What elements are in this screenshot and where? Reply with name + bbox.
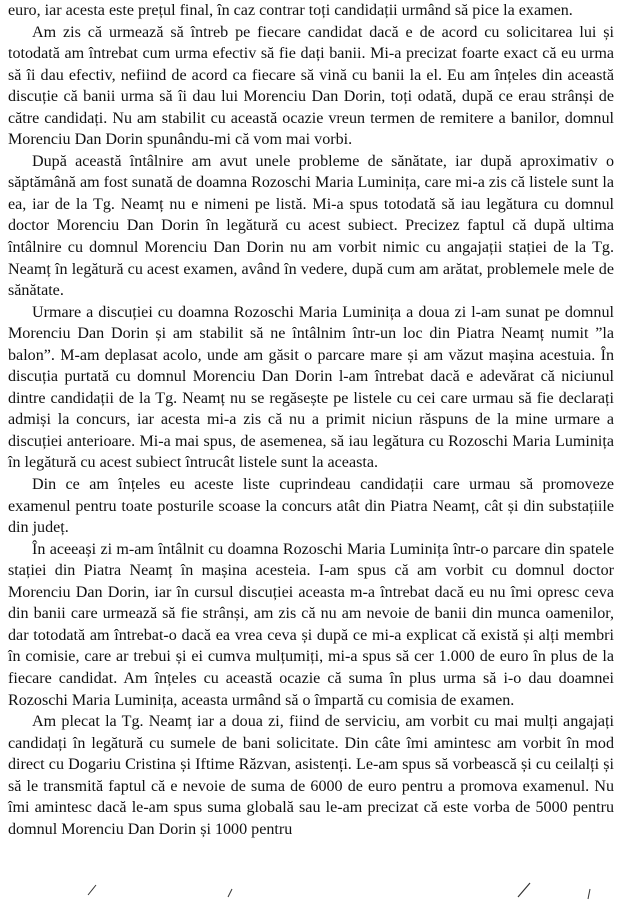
paragraph-3: După această întâlnire am avut unele probleme de sănătate, iar după aproximativ o săptămână am fost sunată de doamna Rozoschi Maria Luminița, care mi-a zis că listele sunt la ea, iar de la Tg. Neamț nu e nimeni pe listă. Mi-a spus totodată să iau legătura cu domnul doctor Morenciu Dan Dorin în legătură cu acest subiect. Precizez faptul că după ultima întâlnire cu domnul Morenciu Dan Dorin nu am vorbit nimic cu angajații stației de la Tg. Neamț în legătură cu acest examen, având în vedere, după cum am arătat, problemele mele de sănătate.	[8, 152, 614, 300]
handwriting-marks	[0, 881, 622, 901]
paragraph-2: Am zis că urmează să întreb pe fiecare candidat dacă e de acord cu solicitarea lui și totodată am întrebat cum urma efectiv să fie dați banii. Mi-a precizat foarte exact că eu urma să îi dau efectiv, nefiind de acord ca fiecare să vină cu banii la el. Eu am înțeles din această discuție că banii urma să îi dau lui Morenciu Dan Dorin, toți odată, după ce erau strânși de către candidați. Nu am stabilit cu această ocazie vreun termen de remitere a banilor, domnul Morenciu Dan Dorin spunându-mi că vom mai vorbi.	[8, 23, 614, 149]
paragraph-4: Urmare a discuției cu doamna Rozoschi Maria Luminița a doua zi l-am sunat pe domnul Morenciu Dan Dorin și am stabilit să ne întâlnim într-un loc din Piatra Neamț numit ”la balon”. M-am deplasat acolo, unde am găsit o parcare mare și am văzut mașina acestuia. În discuția purtată cu domnul Morenciu Dan Dorin l-am întrebat dacă e adevărat că niciunul dintre candidații de la Tg. Neamț nu se regăsește pe listele cu cei care urmau să fie declarați admiși la concurs, iar acesta mi-a zis că nu a primit niciun răspuns de la mine urmare a discuției anterioare. Mi-a mai spus, de asemenea, să iau legătura cu Rozoschi Maria Luminița în legătură cu acest subiect întrucât listele sunt la aceasta.	[8, 303, 614, 472]
paragraph-7: Am plecat la Tg. Neamț iar a doua zi, fiind de serviciu, am vorbit cu mai mulți angajați candidați în legătură cu sumele de bani solicitate. Din câte îmi amintesc am vorbit în mod direct cu Dogariu Cristina și Iftime Răzvan, asistenți. Le-am spus să vorbească și cu ceilalți și să le transmită faptul că e nevoie de suma de 6000 de euro pentru a promova examenul. Nu îmi amintesc dacă le-am spus suma globală sau le-am precizat că este vorba de 5000 pentru domnul Morenciu Dan Dorin și 1000 pentru	[8, 713, 614, 838]
paragraph-6: În aceeași zi m-am întâlnit cu doamna Rozoschi Maria Luminița într-o parcare din spatele stației din Piatra Neamț în mașina acesteia. I-am spus că am vorbit cu domnul doctor Morenciu Dan Dorin, iar în cursul discuției aceasta m-a întrebat dacă eu nu îmi opresc ceva din banii care urmează să fie strânși, am zis că nu am nevoie de banii din munca oamenilor, dar totodată am întrebat-o dacă ea vrea ceva și după ce mi-a explicat că există și alți membri în comisie, care ar trebui și ei cumva mulțumiți, mi-a spus să cer 1.000 de euro în plus de la fiecare candidat. Am înțeles cu această ocazie că suma în plus urma să i-o dau doamnei Rozoschi Maria Luminița, aceasta urmând să o împartă cu comisia de examen.	[8, 540, 614, 709]
paragraph-5: Din ce am înțeles eu aceste liste cuprindeau candidații care urmau să promoveze examenul pentru toate posturile scoase la concurs atât din Piatra Neamț, cât și din substațiile din județ.	[8, 476, 614, 537]
document-page	[8, 0, 614, 840]
paragraph-1: euro, iar acesta este prețul final, în caz contrar toți candidații urmând să pice la examen.	[8, 2, 573, 19]
